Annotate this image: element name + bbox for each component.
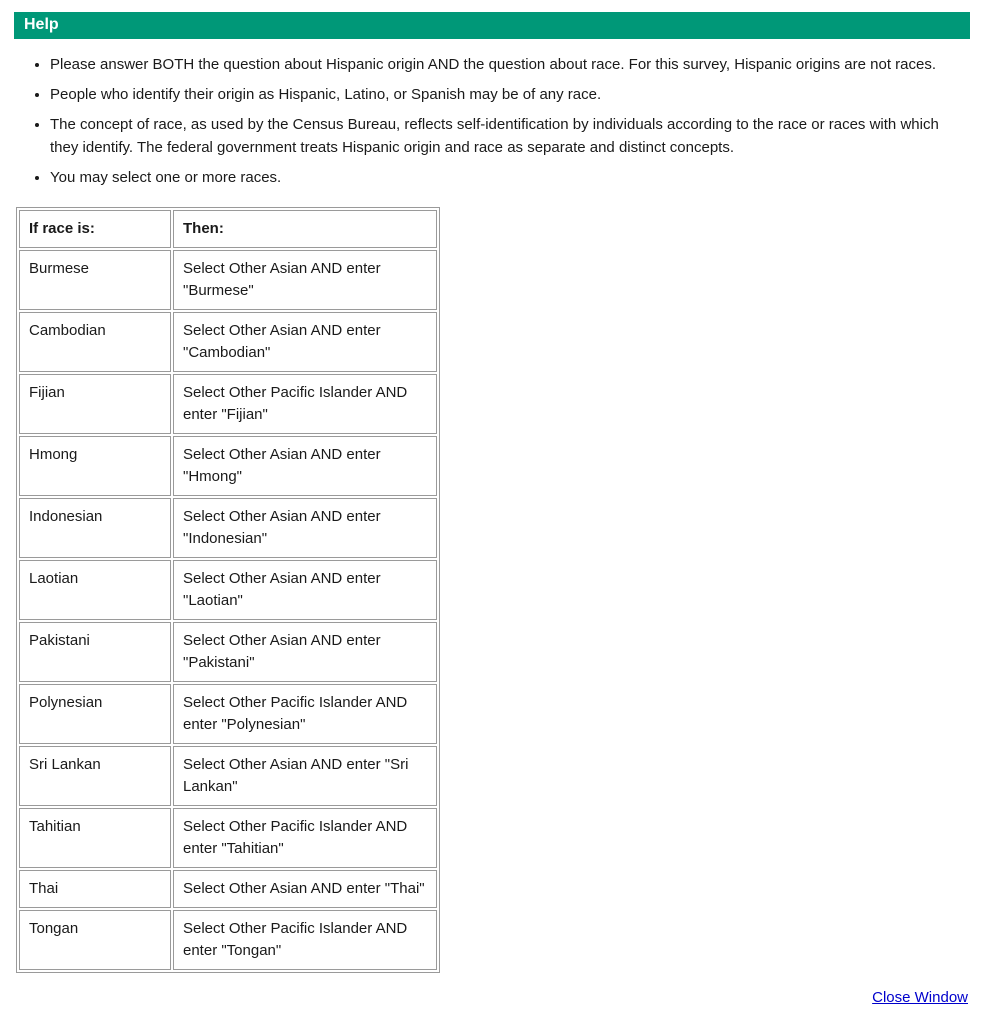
then-cell: Select Other Asian AND enter "Pakistani"	[173, 622, 437, 682]
then-cell: Select Other Pacific Islander AND enter "Tahitian"	[173, 808, 437, 868]
close-window-link[interactable]: Close Window	[872, 989, 968, 1006]
then-cell: Select Other Asian AND enter "Hmong"	[173, 436, 437, 496]
table-row	[19, 560, 437, 620]
race-cell: Fijian	[19, 374, 171, 434]
then-cell: Select Other Asian AND enter "Indonesian"	[173, 498, 437, 558]
then-cell: Select Other Asian AND enter "Burmese"	[173, 250, 437, 310]
table-row	[19, 870, 437, 908]
table-row	[19, 910, 437, 970]
race-cell: Pakistani	[19, 622, 171, 682]
race-cell: Indonesian	[19, 498, 171, 558]
race-cell: Sri Lankan	[19, 746, 171, 806]
table-header-row	[19, 210, 437, 248]
help-bullet: • The concept of race, as used by the Census Bureau, reflects self-identification by individuals according to the race or races with which they identify. The federal government treats Hispanic origin and race as separate and distinct concepts.	[50, 113, 970, 159]
then-cell: Select Other Pacific Islander AND enter "Polynesian"	[173, 684, 437, 744]
then-cell: Select Other Pacific Islander AND enter "Fijian"	[173, 374, 437, 434]
then-cell: Select Other Asian AND enter "Cambodian"	[173, 312, 437, 372]
table-row	[19, 622, 437, 682]
help-bullet: • You may select one or more races.	[50, 166, 970, 189]
help-header-bar	[14, 12, 970, 39]
race-cell: Polynesian	[19, 684, 171, 744]
help-bullet-list	[14, 53, 970, 189]
race-cell: Cambodian	[19, 312, 171, 372]
race-cell: Tahitian	[19, 808, 171, 868]
help-bullet: • People who identify their origin as Hispanic, Latino, or Spanish may be of any race.	[50, 83, 970, 106]
race-cell: Tongan	[19, 910, 171, 970]
then-cell: Select Other Pacific Islander AND enter "Tongan"	[173, 910, 437, 970]
table-row	[19, 498, 437, 558]
then-cell: Select Other Asian AND enter "Thai"	[173, 870, 437, 908]
race-help-table	[16, 207, 440, 973]
table-row	[19, 746, 437, 806]
table-row	[19, 436, 437, 496]
table-row	[19, 374, 437, 434]
column-header-then: Then:	[173, 210, 437, 248]
table-row	[19, 312, 437, 372]
race-cell: Burmese	[19, 250, 171, 310]
page-title: Help	[24, 16, 59, 33]
footer	[14, 989, 970, 1006]
race-cell: Hmong	[19, 436, 171, 496]
table-row	[19, 250, 437, 310]
help-bullet: • Please answer BOTH the question about Hispanic origin AND the question about race. For this survey, Hispanic origins are not races.	[50, 53, 970, 76]
race-cell: Laotian	[19, 560, 171, 620]
table-row	[19, 808, 437, 868]
then-cell: Select Other Asian AND enter "Laotian"	[173, 560, 437, 620]
then-cell: Select Other Asian AND enter "Sri Lankan"	[173, 746, 437, 806]
column-header-race: If race is:	[19, 210, 171, 248]
table-row	[19, 684, 437, 744]
race-cell: Thai	[19, 870, 171, 908]
